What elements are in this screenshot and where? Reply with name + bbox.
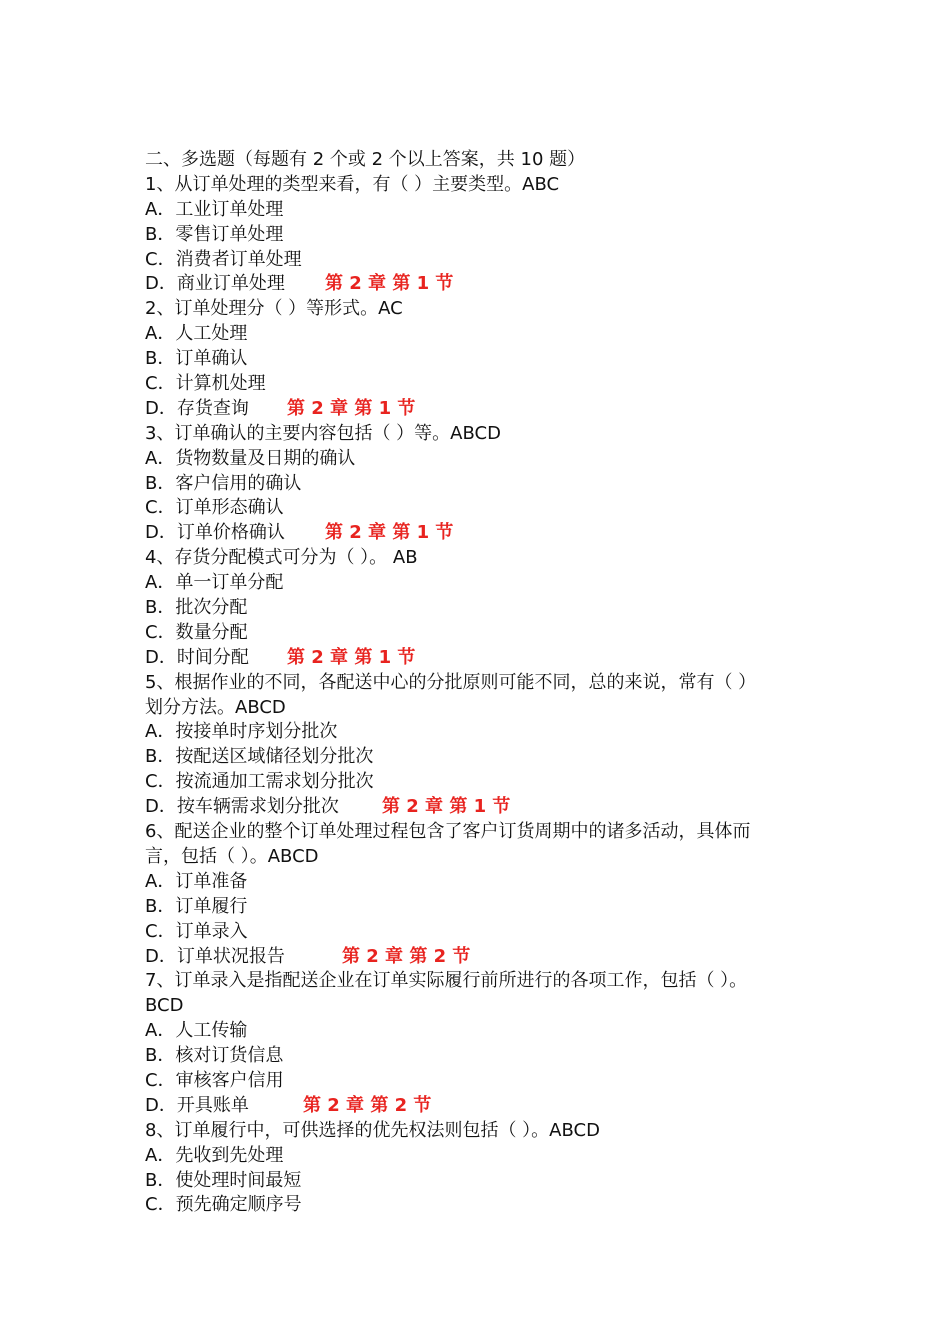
- option: [145, 1069, 845, 1094]
- chapter-reference: 第 2 章 第 1 节: [382, 796, 511, 818]
- chapter-reference: 第 2 章 第 1 节: [325, 273, 454, 295]
- option: [145, 770, 845, 795]
- option-text: C．预先确定顺序号: [145, 1194, 302, 1216]
- chapter-reference: 第 2 章 第 2 节: [303, 1094, 432, 1116]
- question-stem: 4、存货分配模式可分为（ ）。 AB: [145, 547, 418, 569]
- option: [145, 895, 845, 920]
- option: [145, 347, 845, 372]
- option-text: C．订单形态确认: [145, 497, 284, 519]
- option: [145, 496, 845, 521]
- option: [145, 870, 845, 895]
- option-text: D．存货查询: [145, 397, 249, 419]
- option: [145, 1193, 845, 1218]
- option-text: D．按车辆需求划分批次: [145, 796, 339, 818]
- option-text: A．工业订单处理: [145, 198, 284, 220]
- question-list: [145, 148, 845, 1218]
- option-text: B．使处理时间最短: [145, 1169, 302, 1191]
- question-stem: 2、订单处理分（ ）等形式。AC: [145, 298, 403, 320]
- option-text: C．消费者订单处理: [145, 248, 302, 270]
- question-stem: 言，包括（ ）。ABCD: [145, 845, 319, 867]
- option: [145, 646, 845, 671]
- option: [145, 322, 845, 347]
- option-text: C．计算机处理: [145, 373, 266, 395]
- chapter-reference: 第 2 章 第 1 节: [287, 397, 416, 419]
- option: [145, 920, 845, 945]
- chapter-reference: 第 2 章 第 1 节: [325, 522, 454, 544]
- option: [145, 447, 845, 472]
- option: [145, 720, 845, 745]
- option-text: D．开具账单: [145, 1094, 249, 1116]
- option: [145, 621, 845, 646]
- chapter-reference: 第 2 章 第 1 节: [287, 646, 416, 668]
- option-text: B．批次分配: [145, 597, 248, 619]
- option-text: D．订单状况报告: [145, 945, 285, 967]
- option-text: B．订单确认: [145, 348, 248, 370]
- option-text: A．人工传输: [145, 1020, 248, 1042]
- chapter-reference: 第 2 章 第 2 节: [342, 945, 471, 967]
- option: [145, 745, 845, 770]
- option-text: B．客户信用的确认: [145, 472, 302, 494]
- question-stem: 1、从订单处理的类型来看，有（ ）主要类型。ABC: [145, 173, 560, 195]
- question-2: [145, 297, 845, 421]
- question-3: [145, 422, 845, 546]
- option-text: D．订单价格确认: [145, 522, 285, 544]
- question-6: [145, 820, 845, 969]
- option: [145, 1144, 845, 1169]
- option-text: B．订单履行: [145, 895, 248, 917]
- option: [145, 571, 845, 596]
- question-7: [145, 969, 845, 1118]
- option-text: C．订单录入: [145, 920, 248, 942]
- option-text: B．按配送区域储径划分批次: [145, 746, 374, 768]
- option-text: D．时间分配: [145, 646, 249, 668]
- option: [145, 272, 845, 297]
- option: [145, 397, 845, 422]
- option-text: C．按流通加工需求划分批次: [145, 771, 374, 793]
- option-text: C．审核客户信用: [145, 1069, 284, 1091]
- option: [145, 521, 845, 546]
- question-1: [145, 173, 845, 297]
- option: [145, 1044, 845, 1069]
- option: [145, 472, 845, 497]
- question-8: [145, 1119, 845, 1219]
- option: [145, 795, 845, 820]
- option-text: B．零售订单处理: [145, 223, 284, 245]
- option: [145, 198, 845, 223]
- option-text: D．商业订单处理: [145, 273, 285, 295]
- section-title: 二、多选题（每题有 2 个或 2 个以上答案，共 10 题）: [145, 149, 586, 170]
- question-5: [145, 671, 845, 820]
- question-stem: 3、订单确认的主要内容包括（ ）等。ABCD: [145, 422, 501, 444]
- option-text: A．人工处理: [145, 323, 248, 345]
- question-stem: BCD: [145, 995, 184, 1017]
- option: [145, 372, 845, 397]
- option-text: A．按接单时序划分批次: [145, 721, 338, 743]
- option-text: A．货物数量及日期的确认: [145, 447, 356, 469]
- option-text: C．数量分配: [145, 621, 248, 643]
- question-stem: 5、根据作业的不同，各配送中心的分批原则可能不同，总的来说，常有（ ）: [145, 671, 757, 693]
- option: [145, 223, 845, 248]
- option: [145, 596, 845, 621]
- question-4: [145, 546, 845, 670]
- option: [145, 945, 845, 970]
- option-text: B．核对订货信息: [145, 1045, 284, 1067]
- question-stem: 6、配送企业的整个订单处理过程包含了客户订货周期中的诸多活动，具体而: [145, 821, 751, 843]
- option-text: A．订单准备: [145, 870, 248, 892]
- option-text: A．先收到先处理: [145, 1144, 284, 1166]
- question-stem: 划分方法。ABCD: [145, 696, 286, 718]
- option-text: A．单一订单分配: [145, 572, 284, 594]
- option: [145, 1169, 845, 1194]
- option: [145, 1019, 845, 1044]
- option: [145, 248, 845, 273]
- question-stem: 7、订单录入是指配送企业在订单实际履行前所进行的各项工作，包括（ ）。: [145, 970, 748, 992]
- option: [145, 1094, 845, 1119]
- question-stem: 8、订单履行中，可供选择的优先权法则包括（ ）。ABCD: [145, 1119, 600, 1141]
